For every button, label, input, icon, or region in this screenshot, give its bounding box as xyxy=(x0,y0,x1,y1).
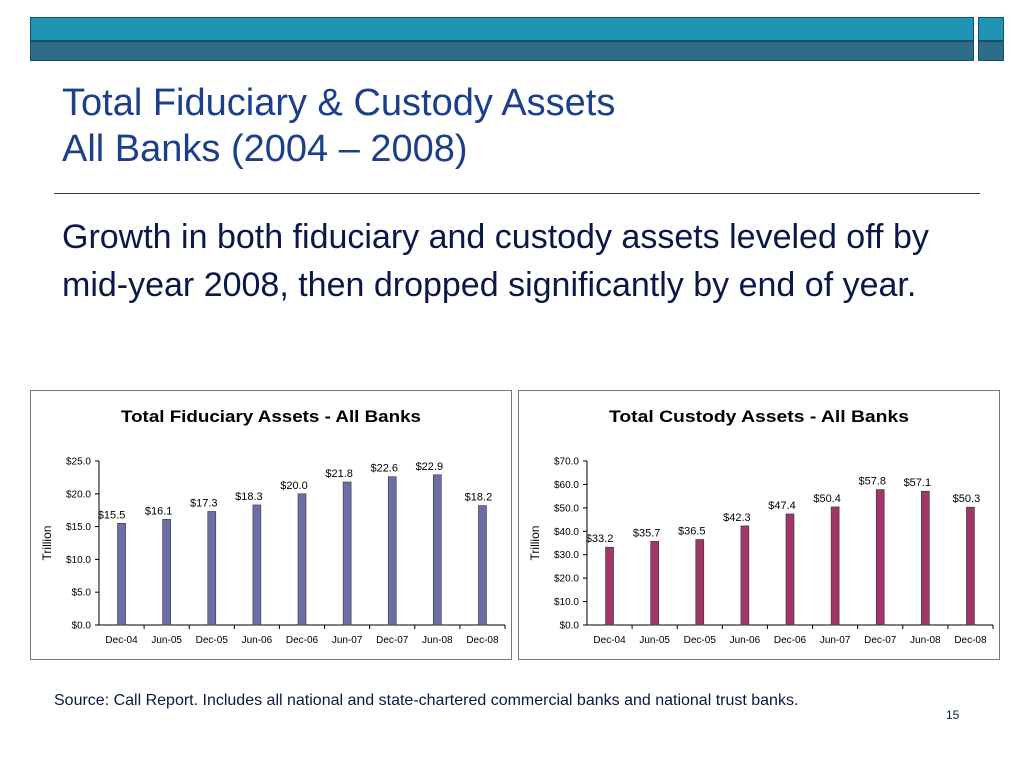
fiduciary-data-label: $18.3 xyxy=(235,490,263,503)
title-divider xyxy=(54,193,980,194)
fiduciary-x-tick-label: Jun-08 xyxy=(422,635,453,646)
fiduciary-x-tick-label: Dec-08 xyxy=(466,635,499,646)
fiduciary-chart xyxy=(30,390,512,660)
custody-bar xyxy=(606,547,614,625)
fiduciary-bar xyxy=(163,519,171,625)
custody-data-label: $50.4 xyxy=(813,492,841,505)
custody-x-tick-label: Jun-05 xyxy=(639,635,670,646)
custody-data-label: $35.7 xyxy=(632,527,661,540)
custody-y-tick-label: $0.0 xyxy=(559,620,579,632)
custody-bar xyxy=(651,541,659,625)
custody-bar xyxy=(876,490,884,625)
custody-x-tick-label: Dec-05 xyxy=(683,635,716,646)
fiduciary-data-label: $16.1 xyxy=(144,505,173,518)
slide-subtitle: Growth in both fiduciary and custody assets leveled off by mid-year 2008, then dropped significantly by end of year. xyxy=(62,218,929,304)
fiduciary-y-tick-label: $10.0 xyxy=(65,554,91,566)
slide-title xyxy=(62,80,615,172)
custody-bar xyxy=(741,526,749,625)
custody-data-label: $57.8 xyxy=(858,475,886,488)
fiduciary-x-tick-label: Dec-05 xyxy=(195,635,228,646)
custody-y-tick-label: $30.0 xyxy=(553,550,579,562)
fiduciary-bar xyxy=(343,482,351,625)
decor-square-top xyxy=(978,17,1004,41)
custody-data-label: $36.5 xyxy=(678,525,706,538)
fiduciary-chart-svg xyxy=(31,391,511,659)
title-bar-decoration xyxy=(30,17,1004,65)
fiduciary-y-tick-label: $25.0 xyxy=(65,456,91,468)
fiduciary-bar xyxy=(118,523,126,625)
fiduciary-data-label: $22.9 xyxy=(415,460,444,473)
custody-x-tick-label: Dec-06 xyxy=(773,635,807,646)
custody-data-label: $50.3 xyxy=(952,493,981,506)
fiduciary-x-tick-label: Dec-07 xyxy=(376,635,409,646)
custody-x-tick-label: Jun-07 xyxy=(819,635,851,646)
custody-y-tick-label: $50.0 xyxy=(553,503,579,515)
decor-band-bottom xyxy=(30,41,974,61)
custody-chart-title: Total Custody Assets - All Banks xyxy=(609,407,909,426)
fiduciary-data-label: $21.8 xyxy=(325,467,353,480)
custody-y-axis-label: Trillion xyxy=(528,525,542,561)
custody-y-tick-label: $40.0 xyxy=(553,526,579,538)
fiduciary-y-tick-label: $0.0 xyxy=(71,620,91,632)
page-number: 15 xyxy=(946,708,960,722)
custody-y-tick-label: $60.0 xyxy=(553,479,579,491)
custody-x-tick-label: Jun-06 xyxy=(729,635,761,646)
fiduciary-bar xyxy=(478,506,486,625)
custody-bar xyxy=(831,507,839,625)
fiduciary-x-tick-label: Jun-06 xyxy=(241,635,273,646)
custody-data-label: $57.1 xyxy=(903,477,932,490)
decor-band-top xyxy=(30,17,974,41)
custody-x-tick-label: Jun-08 xyxy=(910,635,941,646)
fiduciary-x-tick-label: Dec-04 xyxy=(105,635,138,646)
fiduciary-y-tick-label: $15.0 xyxy=(65,522,91,534)
custody-bar xyxy=(921,491,929,625)
custody-bar xyxy=(696,539,704,625)
fiduciary-x-tick-label: Jun-05 xyxy=(151,635,182,646)
custody-x-tick-label: Dec-07 xyxy=(864,635,897,646)
fiduciary-y-axis-label: Trillion xyxy=(40,525,54,561)
custody-chart xyxy=(518,390,1000,660)
custody-x-tick-label: Dec-04 xyxy=(593,635,626,646)
fiduciary-data-label: $17.3 xyxy=(190,497,218,510)
fiduciary-y-tick-label: $20.0 xyxy=(65,489,91,501)
slide-title-line-1: Total Fiduciary & Custody Assets xyxy=(62,82,616,124)
fiduciary-data-label: $18.2 xyxy=(464,491,493,504)
fiduciary-data-label: $15.5 xyxy=(97,509,126,522)
fiduciary-data-label: $22.6 xyxy=(370,462,398,475)
fiduciary-bar xyxy=(253,505,261,625)
custody-bar xyxy=(786,514,794,625)
custody-data-label: $33.2 xyxy=(585,533,614,546)
fiduciary-y-tick-label: $5.0 xyxy=(71,587,91,599)
custody-y-tick-label: $20.0 xyxy=(553,573,579,585)
fiduciary-bar xyxy=(298,494,306,625)
custody-y-tick-label: $10.0 xyxy=(553,597,579,609)
source-note: Source: Call Report. Includes all national and state-chartered commercial banks and national trust banks. xyxy=(54,692,799,709)
custody-data-label: $47.4 xyxy=(768,499,796,512)
fiduciary-bar xyxy=(388,477,396,625)
custody-bar xyxy=(966,507,974,625)
custody-data-label: $42.3 xyxy=(723,511,751,524)
fiduciary-x-tick-label: Dec-06 xyxy=(285,635,319,646)
fiduciary-data-label: $20.0 xyxy=(280,479,308,492)
fiduciary-bar xyxy=(208,512,216,625)
fiduciary-x-tick-label: Jun-07 xyxy=(331,635,363,646)
fiduciary-bar xyxy=(433,475,441,625)
custody-y-tick-label: $70.0 xyxy=(553,456,579,468)
fiduciary-chart-title: Total Fiduciary Assets - All Banks xyxy=(121,407,421,426)
custody-chart-svg xyxy=(519,391,999,659)
custody-x-tick-label: Dec-08 xyxy=(954,635,987,646)
decor-square-bottom xyxy=(978,41,1004,61)
slide-title-line-2: All Banks (2004 – 2008) xyxy=(62,128,468,170)
